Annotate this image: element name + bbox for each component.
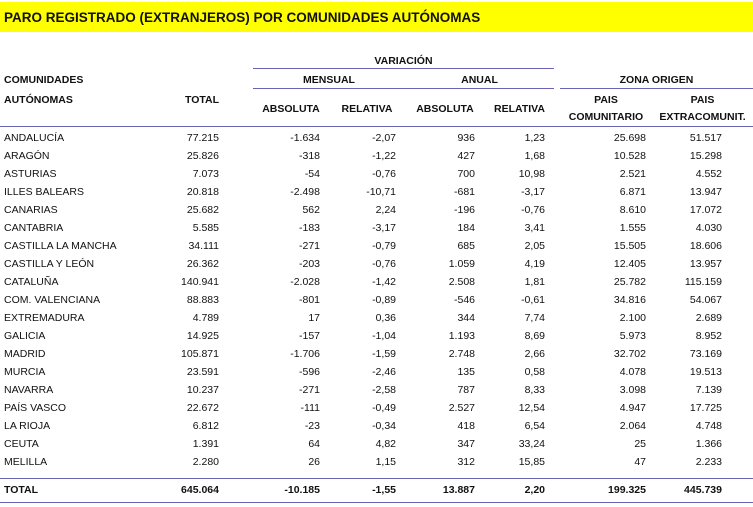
cell-absoluta-mensual: 17 xyxy=(308,312,320,324)
cell-absoluta-anual: 135 xyxy=(457,366,475,378)
cell-relativa-mensual: -0,34 xyxy=(372,420,396,432)
header-relativa-anual: RELATIVA xyxy=(494,103,545,115)
header-comunidades: COMUNIDADES xyxy=(4,74,84,86)
cell-total: 4.789 xyxy=(192,312,219,324)
cell-total: 25.826 xyxy=(186,150,219,162)
cell-pais-comunitario: 4.947 xyxy=(619,402,646,414)
cell-relativa-mensual: -1,04 xyxy=(372,330,396,342)
cell-relativa-mensual: -0,76 xyxy=(372,258,396,270)
cell-total: 22.672 xyxy=(186,402,219,414)
cell-relativa-mensual: -0,79 xyxy=(372,240,396,252)
title-bar xyxy=(0,2,753,32)
cell-absoluta-anual: -196 xyxy=(453,204,475,216)
cell-pais-comunitario: 3.098 xyxy=(619,384,646,396)
cell-comunidad: CATALUÑA xyxy=(4,276,59,288)
cell-relativa-anual: 10,98 xyxy=(518,168,545,180)
cell-absoluta-mensual: -203 xyxy=(298,258,320,270)
cell-pais-comunitario: 47 xyxy=(634,456,646,468)
total-cell-absoluta-anual: 13.887 xyxy=(442,484,475,496)
cell-relativa-anual: 1,23 xyxy=(524,132,545,144)
cell-absoluta-anual: 685 xyxy=(457,240,475,252)
cell-relativa-anual: 2,05 xyxy=(524,240,545,252)
cell-relativa-anual: 1,81 xyxy=(524,276,545,288)
cell-relativa-anual: 1,68 xyxy=(524,150,545,162)
cell-relativa-anual: 15,85 xyxy=(518,456,545,468)
cell-relativa-anual: 7,74 xyxy=(524,312,545,324)
rule-variacion xyxy=(253,68,554,69)
cell-relativa-anual: 2,66 xyxy=(524,348,545,360)
cell-pais-comunitario: 25 xyxy=(634,438,646,450)
header-absoluta-mensual: ABSOLUTA xyxy=(262,103,320,115)
cell-comunidad: MELILLA xyxy=(4,456,48,468)
cell-relativa-anual: 4,19 xyxy=(524,258,545,270)
cell-pais-comunitario: 34.816 xyxy=(613,294,646,306)
cell-absoluta-mensual: 26 xyxy=(308,456,320,468)
cell-pais-extracomunit: 115.159 xyxy=(684,276,722,288)
cell-pais-extracomunit: 17.725 xyxy=(689,402,722,414)
cell-pais-extracomunit: 4.030 xyxy=(695,222,722,234)
cell-comunidad: PAÍS VASCO xyxy=(4,402,67,414)
header-pais-extracomunit-2: EXTRACOMUNIT. xyxy=(659,111,746,123)
cell-relativa-anual: -3,17 xyxy=(521,186,545,198)
cell-absoluta-anual: 427 xyxy=(457,150,475,162)
cell-pais-extracomunit: 51.517 xyxy=(689,132,722,144)
rule-total-bottom xyxy=(0,502,753,503)
cell-comunidad: CASTILLA LA MANCHA xyxy=(4,240,117,252)
cell-comunidad: ARAGÓN xyxy=(4,150,50,162)
cell-absoluta-mensual: -596 xyxy=(298,366,320,378)
cell-comunidad: EXTREMADURA xyxy=(4,312,85,324)
cell-pais-comunitario: 2.521 xyxy=(619,168,646,180)
cell-pais-extracomunit: 4.748 xyxy=(695,420,722,432)
cell-relativa-mensual: -2,46 xyxy=(372,366,396,378)
cell-total: 5.585 xyxy=(192,222,219,234)
cell-absoluta-anual: 1.059 xyxy=(448,258,475,270)
header-autonomas: AUTÓNOMAS xyxy=(4,94,73,106)
table-title: PARO REGISTRADO (EXTRANJEROS) POR COMUNIDADES AUTÓNOMAS xyxy=(4,10,481,25)
cell-pais-comunitario: 15.505 xyxy=(613,240,646,252)
cell-pais-comunitario: 25.782 xyxy=(613,276,646,288)
cell-absoluta-mensual: -2.028 xyxy=(290,276,320,288)
cell-relativa-mensual: 2,24 xyxy=(375,204,396,216)
cell-pais-comunitario: 2.100 xyxy=(619,312,646,324)
cell-comunidad: CASTILLA Y LEÓN xyxy=(4,258,95,270)
cell-comunidad: ILLES BALEARS xyxy=(4,186,84,198)
cell-pais-comunitario: 25.698 xyxy=(613,132,646,144)
cell-relativa-mensual: -10,71 xyxy=(366,186,396,198)
cell-absoluta-mensual: -23 xyxy=(304,420,320,432)
cell-total: 20.818 xyxy=(186,186,219,198)
cell-pais-extracomunit: 1.366 xyxy=(695,438,722,450)
cell-total: 77.215 xyxy=(186,132,219,144)
cell-absoluta-anual: -681 xyxy=(453,186,475,198)
cell-absoluta-mensual: -1.706 xyxy=(290,348,320,360)
cell-relativa-anual: -0,61 xyxy=(521,294,545,306)
cell-relativa-mensual: 1,15 xyxy=(375,456,396,468)
total-cell-total: 645.064 xyxy=(181,484,219,496)
header-mensual: MENSUAL xyxy=(303,74,355,86)
cell-relativa-mensual: -1,22 xyxy=(372,150,396,162)
cell-relativa-mensual: -2,07 xyxy=(372,132,396,144)
cell-total: 23.591 xyxy=(186,366,219,378)
header-zona-origen: ZONA ORIGEN xyxy=(619,74,694,86)
cell-comunidad: COM. VALENCIANA xyxy=(4,294,101,306)
cell-absoluta-anual: 344 xyxy=(457,312,475,324)
cell-absoluta-mensual: -271 xyxy=(298,384,320,396)
total-cell-relativa-anual: 2,20 xyxy=(524,484,545,496)
cell-total: 6.812 xyxy=(192,420,219,432)
cell-relativa-anual: 8,33 xyxy=(524,384,545,396)
cell-relativa-mensual: 0,36 xyxy=(375,312,396,324)
cell-relativa-anual: 33,24 xyxy=(518,438,545,450)
header-total: TOTAL xyxy=(184,94,219,106)
cell-absoluta-anual: 2.527 xyxy=(448,402,475,414)
cell-total: 105.871 xyxy=(181,348,219,360)
cell-pais-comunitario: 12.405 xyxy=(613,258,646,270)
cell-absoluta-anual: 2.508 xyxy=(448,276,475,288)
cell-absoluta-anual: 312 xyxy=(457,456,475,468)
cell-absoluta-anual: 787 xyxy=(457,384,475,396)
cell-absoluta-mensual: -318 xyxy=(298,150,320,162)
cell-comunidad: GALICIA xyxy=(4,330,46,342)
total-cell-pais-comunitario: 199.325 xyxy=(608,484,646,496)
total-cell-pais-extracomunit: 445.739 xyxy=(684,484,722,496)
cell-comunidad: ANDALUCÍA xyxy=(4,132,65,144)
header-anual: ANUAL xyxy=(461,74,498,86)
header-relativa-mensual: RELATIVA xyxy=(341,103,393,115)
cell-absoluta-mensual: -271 xyxy=(298,240,320,252)
cell-comunidad: LA RIOJA xyxy=(4,420,51,432)
cell-absoluta-anual: 700 xyxy=(457,168,475,180)
rule-mensual-anual xyxy=(253,88,554,89)
cell-relativa-mensual: 4,82 xyxy=(375,438,396,450)
cell-comunidad: NAVARRA xyxy=(4,384,54,396)
cell-total: 14.925 xyxy=(186,330,219,342)
cell-pais-extracomunit: 8.952 xyxy=(695,330,722,342)
cell-pais-extracomunit: 4.552 xyxy=(695,168,722,180)
cell-relativa-anual: 8,69 xyxy=(524,330,545,342)
cell-pais-comunitario: 4.078 xyxy=(619,366,646,378)
cell-absoluta-mensual: 562 xyxy=(302,204,320,216)
cell-absoluta-mensual: 64 xyxy=(308,438,320,450)
cell-pais-comunitario: 1.555 xyxy=(619,222,646,234)
cell-comunidad: MADRID xyxy=(4,348,46,360)
header-variacion: VARIACIÓN xyxy=(374,55,433,67)
cell-pais-extracomunit: 17.072 xyxy=(689,204,722,216)
cell-absoluta-mensual: -2.498 xyxy=(290,186,320,198)
cell-absoluta-mensual: -157 xyxy=(298,330,320,342)
cell-relativa-mensual: -1,42 xyxy=(372,276,396,288)
cell-relativa-anual: 6,54 xyxy=(524,420,545,432)
cell-absoluta-mensual: -801 xyxy=(298,294,320,306)
cell-absoluta-mensual: -54 xyxy=(304,168,320,180)
cell-relativa-mensual: -3,17 xyxy=(372,222,396,234)
cell-pais-extracomunit: 73.169 xyxy=(689,348,722,360)
header-pais-extracomunit-1: PAIS xyxy=(690,94,715,106)
cell-absoluta-mensual: -111 xyxy=(300,402,320,414)
cell-comunidad: ASTURIAS xyxy=(4,168,57,180)
cell-pais-comunitario: 8.610 xyxy=(619,204,646,216)
cell-relativa-anual: 12,54 xyxy=(518,402,545,414)
cell-pais-comunitario: 2.064 xyxy=(619,420,646,432)
cell-pais-extracomunit: 13.947 xyxy=(689,186,722,198)
cell-relativa-mensual: -1,59 xyxy=(372,348,396,360)
cell-pais-extracomunit: 2.233 xyxy=(695,456,722,468)
cell-pais-extracomunit: 54.067 xyxy=(689,294,722,306)
cell-absoluta-anual: 936 xyxy=(457,132,475,144)
cell-absoluta-anual: 184 xyxy=(457,222,475,234)
cell-total: 7.073 xyxy=(192,168,219,180)
cell-absoluta-anual: 2.748 xyxy=(448,348,475,360)
cell-pais-comunitario: 32.702 xyxy=(613,348,646,360)
cell-absoluta-mensual: -1.634 xyxy=(290,132,320,144)
header-pais-comunitario-2: COMUNITARIO xyxy=(568,111,644,123)
cell-absoluta-anual: -546 xyxy=(453,294,475,306)
total-cell-relativa-mensual: -1,55 xyxy=(372,484,396,496)
cell-absoluta-anual: 347 xyxy=(457,438,475,450)
header-pais-comunitario-1: PAIS xyxy=(594,94,618,106)
cell-relativa-mensual: -0,89 xyxy=(372,294,396,306)
cell-pais-comunitario: 6.871 xyxy=(619,186,646,198)
rule-zona-origen xyxy=(560,88,753,89)
rule-header-bottom xyxy=(0,126,753,127)
cell-relativa-mensual: -0,76 xyxy=(372,168,396,180)
cell-total: 1.391 xyxy=(192,438,219,450)
cell-total: 10.237 xyxy=(186,384,219,396)
cell-pais-extracomunit: 18.606 xyxy=(689,240,722,252)
cell-pais-extracomunit: 13.957 xyxy=(689,258,722,270)
header-absoluta-anual: ABSOLUTA xyxy=(416,103,474,115)
rule-total-top xyxy=(0,478,753,479)
total-cell-comunidad: TOTAL xyxy=(4,484,39,496)
cell-absoluta-mensual: -183 xyxy=(298,222,320,234)
cell-pais-extracomunit: 2.689 xyxy=(695,312,722,324)
cell-pais-extracomunit: 7.139 xyxy=(695,384,722,396)
cell-absoluta-anual: 1.193 xyxy=(448,330,475,342)
cell-relativa-mensual: -0,49 xyxy=(372,402,396,414)
cell-relativa-mensual: -2,58 xyxy=(372,384,396,396)
cell-relativa-anual: 3,41 xyxy=(524,222,545,234)
cell-pais-extracomunit: 15.298 xyxy=(689,150,722,162)
cell-total: 88.883 xyxy=(186,294,219,306)
total-cell-absoluta-mensual: -10.185 xyxy=(284,484,320,496)
cell-relativa-anual: -0,76 xyxy=(521,204,545,216)
cell-comunidad: CANTABRIA xyxy=(4,222,64,234)
cell-pais-extracomunit: 19.513 xyxy=(689,366,722,378)
cell-comunidad: CANARIAS xyxy=(4,204,58,216)
cell-total: 25.682 xyxy=(186,204,219,216)
cell-pais-comunitario: 5.973 xyxy=(619,330,646,342)
cell-total: 140.941 xyxy=(181,276,219,288)
cell-total: 26.362 xyxy=(186,258,219,270)
cell-comunidad: CEUTA xyxy=(4,438,39,450)
cell-absoluta-anual: 418 xyxy=(457,420,475,432)
cell-comunidad: MURCIA xyxy=(4,366,46,378)
cell-total: 2.280 xyxy=(192,456,219,468)
cell-relativa-anual: 0,58 xyxy=(524,366,545,378)
cell-total: 34.111 xyxy=(188,240,219,252)
cell-pais-comunitario: 10.528 xyxy=(613,150,646,162)
